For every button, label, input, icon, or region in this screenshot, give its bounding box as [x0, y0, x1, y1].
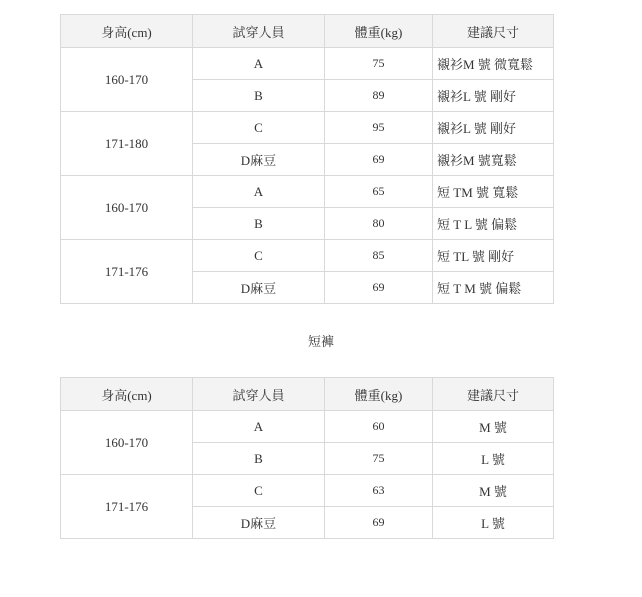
weight-cell: 85 [325, 240, 433, 272]
weight-cell: 63 [325, 475, 433, 507]
person-cell: A [193, 48, 325, 80]
person-cell: A [193, 176, 325, 208]
person-cell: B [193, 80, 325, 112]
person-cell: D麻豆 [193, 507, 325, 539]
table-row [61, 112, 554, 144]
person-cell: B [193, 208, 325, 240]
weight-cell: 69 [325, 144, 433, 176]
header-weight: 體重(kg) [325, 15, 433, 48]
size-cell: 短 T L 號 偏鬆 [433, 208, 554, 240]
header-height: 身高(cm) [61, 15, 193, 48]
height-cell: 160-170 [61, 411, 193, 475]
size-cell: M 號 [433, 475, 554, 507]
table-row [61, 176, 554, 208]
person-cell: D麻豆 [193, 144, 325, 176]
person-cell: D麻豆 [193, 272, 325, 304]
person-cell: C [193, 112, 325, 144]
height-cell: 171-176 [61, 475, 193, 539]
weight-cell: 69 [325, 507, 433, 539]
height-cell: 171-176 [61, 240, 193, 304]
weight-cell: 80 [325, 208, 433, 240]
table-row [61, 411, 554, 443]
shorts-size-table [60, 377, 554, 539]
shirt-size-table [60, 14, 554, 304]
weight-cell: 69 [325, 272, 433, 304]
person-cell: A [193, 411, 325, 443]
section-title-shorts: 短褲 [307, 334, 334, 349]
person-cell: B [193, 443, 325, 475]
weight-cell: 60 [325, 411, 433, 443]
table-row [61, 475, 554, 507]
person-cell: C [193, 240, 325, 272]
person-cell: C [193, 475, 325, 507]
table-header-row [61, 378, 554, 411]
weight-cell: 75 [325, 48, 433, 80]
height-cell: 160-170 [61, 176, 193, 240]
height-cell: 160-170 [61, 48, 193, 112]
size-cell: 襯衫L 號 剛好 [433, 112, 554, 144]
header-person: 試穿人員 [193, 378, 325, 411]
size-cell: 短 TM 號 寬鬆 [433, 176, 554, 208]
header-height: 身高(cm) [61, 378, 193, 411]
weight-cell: 65 [325, 176, 433, 208]
header-person: 試穿人員 [193, 15, 325, 48]
size-cell: 短 T M 號 偏鬆 [433, 272, 554, 304]
size-cell: M 號 [433, 411, 554, 443]
height-cell: 171-180 [61, 112, 193, 176]
header-size: 建議尺寸 [433, 15, 554, 48]
size-cell: 襯衫M 號 微寬鬆 [433, 48, 554, 80]
table-row [61, 240, 554, 272]
size-cell: 短 TL 號 剛好 [433, 240, 554, 272]
table-header-row [61, 15, 554, 48]
size-cell: 襯衫M 號寬鬆 [433, 144, 554, 176]
size-cell: L 號 [433, 507, 554, 539]
weight-cell: 95 [325, 112, 433, 144]
header-size: 建議尺寸 [433, 378, 554, 411]
weight-cell: 75 [325, 443, 433, 475]
size-cell: 襯衫L 號 剛好 [433, 80, 554, 112]
weight-cell: 89 [325, 80, 433, 112]
table-row [61, 48, 554, 80]
header-weight: 體重(kg) [325, 378, 433, 411]
size-cell: L 號 [433, 443, 554, 475]
